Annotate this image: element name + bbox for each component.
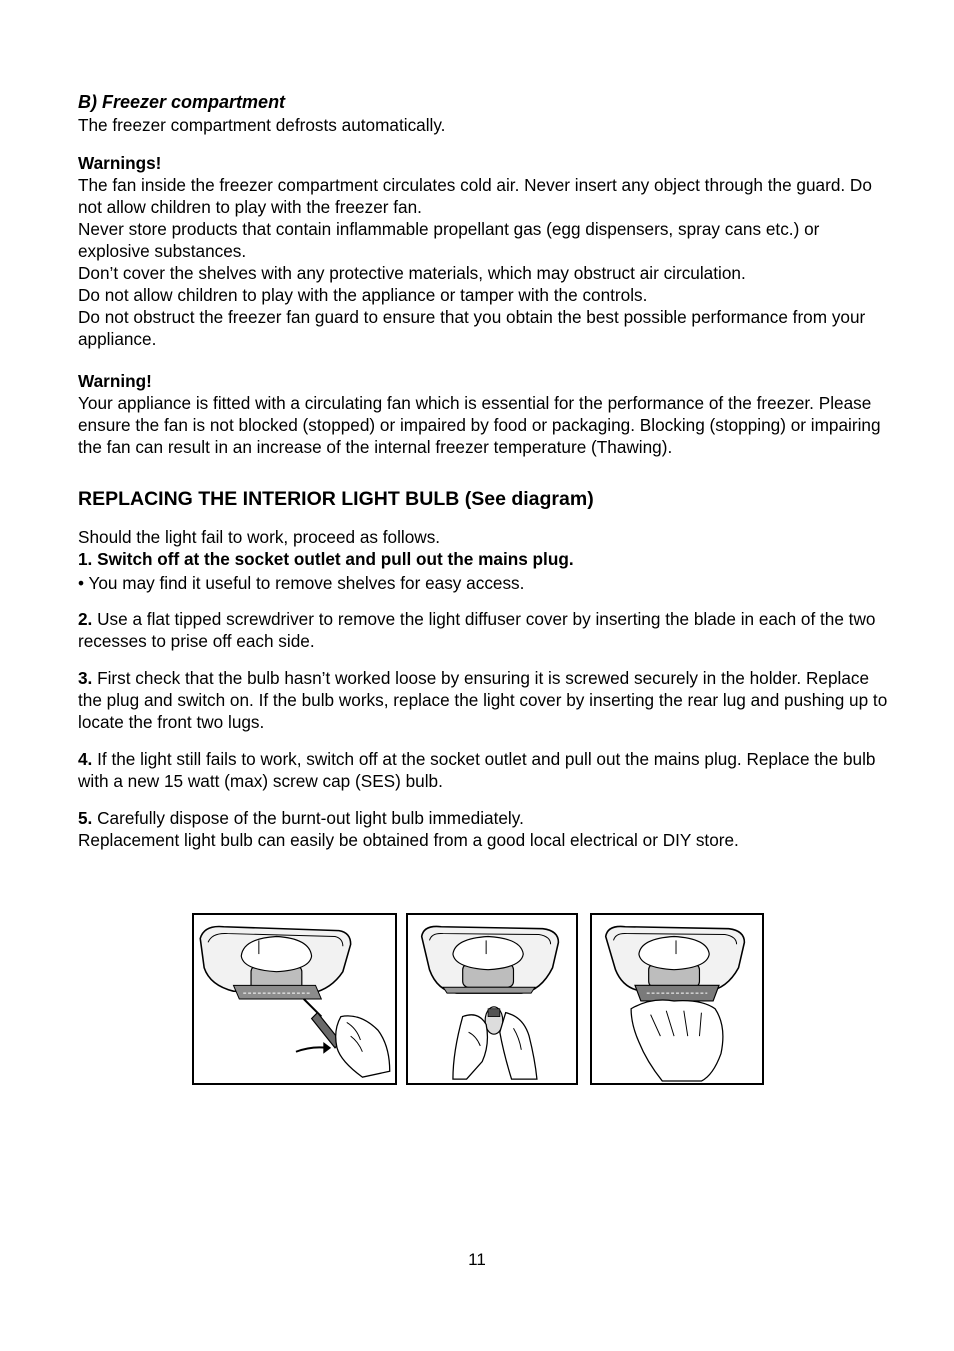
diagram-replace-cover [590,913,764,1085]
warning-text: Your appliance is fitted with a circulating fan which is essential for the performance of the freezer. Please ensure the fan is not blocked (stopped) or impaired by food or packaging. Blocking (stopping) or impairing the fan can result in an increase of the internal freezer temperature (Thawing). [78,393,881,457]
page-number: 11 [468,1250,486,1269]
warnings-title: Warnings! [78,153,162,173]
warning-item: Don’t cover the shelves with any protective materials, which may obstruct air circulation. [78,263,746,283]
diagram-remove-bulb [406,913,578,1085]
warning-item: The fan inside the freezer compartment circulates cold air. Never insert any object through the guard. Do not allow children to play with the freezer fan. [78,175,872,217]
step-number: 4. [78,749,93,769]
step-number: 5. [78,808,93,828]
cover-replacement-illustration [592,915,762,1083]
bulb-heading: REPLACING THE INTERIOR LIGHT BULB (See diagram) [78,488,594,510]
step-number: 3. [78,668,93,688]
diagram-remove-cover [192,913,397,1085]
step-text: First check that the bulb hasn’t worked loose by ensuring it is screwed securely in the holder. Replace the plug and switch on. If the bulb works, replace the light cover by inserting the rear lug and pushing up to locate the front two lugs. [78,668,888,732]
bulb-tip: • You may find it useful to remove shelves for easy access. [78,573,525,593]
step-text: Carefully dispose of the burnt-out light bulb immediately. [92,808,524,828]
step-text: If the light still fails to work, switch off at the socket outlet and pull out the mains plug. Replace the bulb with a new 15 watt (max) screw cap (SES) bulb. [78,749,876,791]
bulb-step-3 [78,667,888,733]
diagram-row [192,913,764,1085]
page-content [78,90,888,851]
bulb-step-2 [78,608,888,652]
bulb-intro: Should the light fail to work, proceed as follows. [78,527,441,547]
warning-item: Do not allow children to play with the appliance or tamper with the controls. [78,285,648,305]
warning-item: Do not obstruct the freezer fan guard to ensure that you obtain the best possible performance from your appliance. [78,307,866,349]
step-text: Use a flat tipped screwdriver to remove the light diffuser cover by inserting the blade in each of the two recesses to prise off each side. [78,609,876,651]
screwdriver-illustration [194,915,395,1083]
step-number: 2. [78,609,93,629]
bulb-step-4 [78,748,888,792]
bulb-closing: Replacement light bulb can easily be obtained from a good local electrical or DIY store. [78,830,739,850]
freezer-heading: B) Freezer compartment [78,92,286,112]
warning-title: Warning! [78,371,152,391]
bulb-removal-illustration [408,915,576,1083]
bulb-step-1: 1. Switch off at the socket outlet and pull out the mains plug. [78,549,574,569]
warning-item: Never store products that contain inflammable propellant gas (egg dispensers, spray cans etc.) or explosive substances. [78,219,820,261]
bulb-step-5 [78,807,888,829]
freezer-intro: The freezer compartment defrosts automatically. [78,115,446,135]
